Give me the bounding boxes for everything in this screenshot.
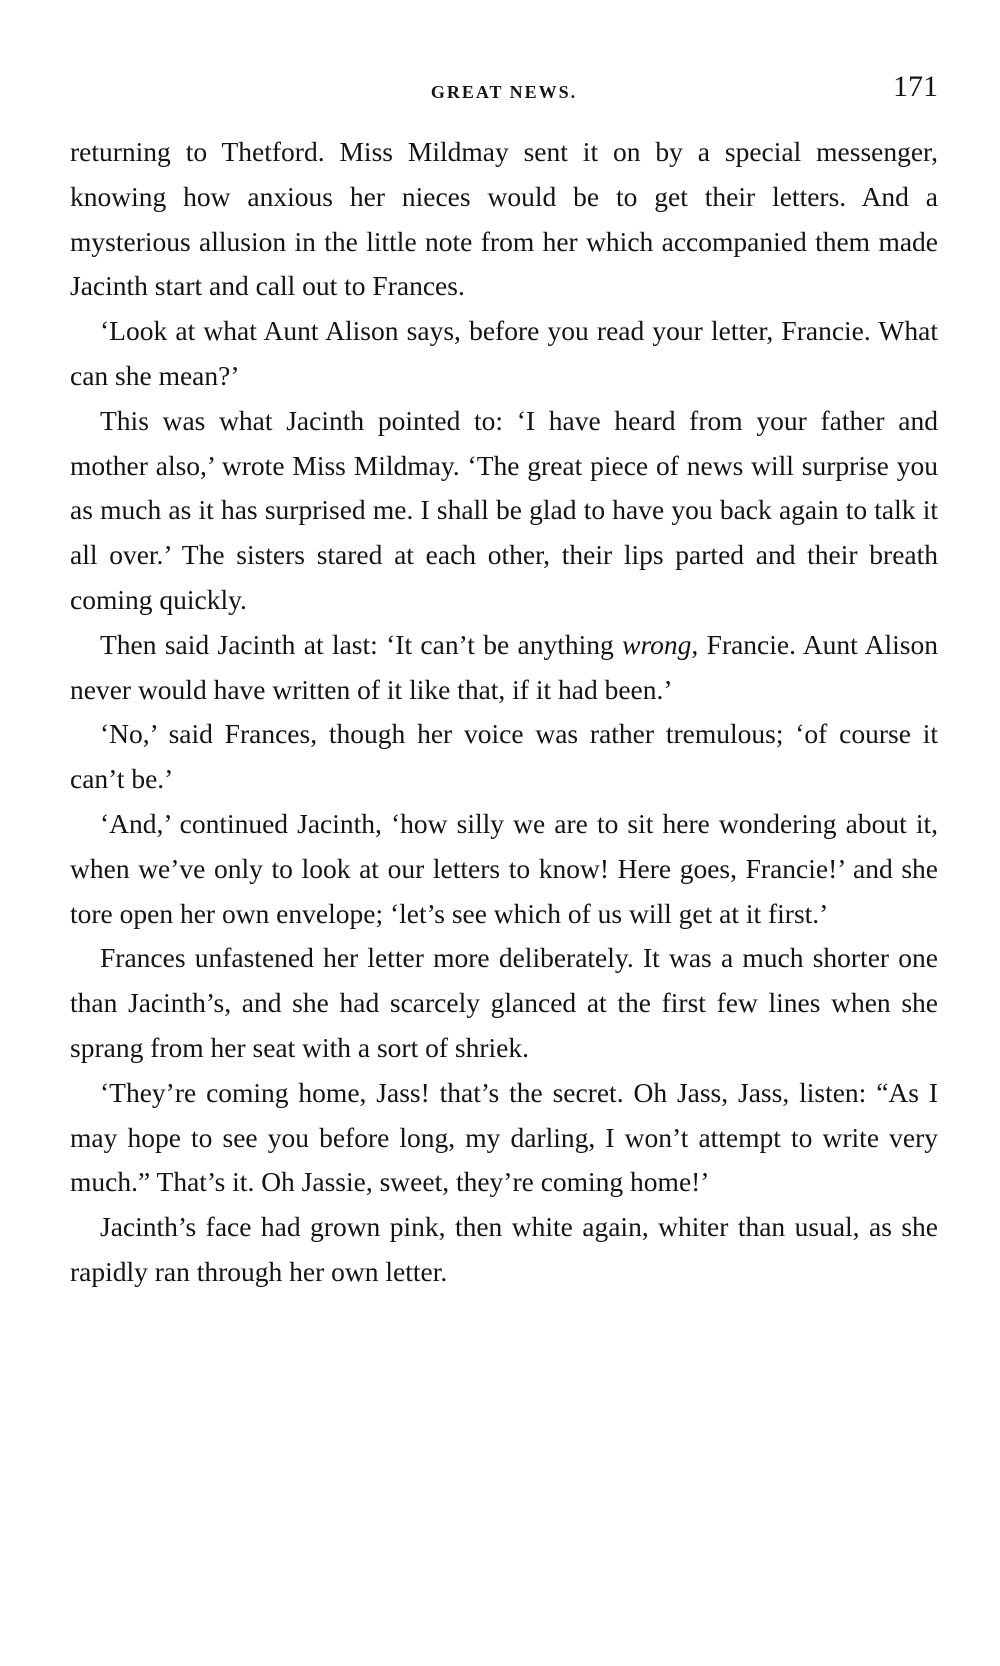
running-title: GREAT NEWS. [430,82,578,102]
page-number: 171 [893,70,938,103]
paragraph-4 [70,623,938,713]
paragraph-2: ‘Look at what Aunt Alison says, before you read your letter, Francie. What can she mean?’ [70,315,938,391]
paragraph-7: Frances unfastened her letter more deliberately. It was a much shorter one than Jacinth’s, and she had scarcely glanced at the first few lines when she sprang from her seat with a sort of shriek. [70,942,938,1063]
paragraph-5: ‘No,’ said Frances, though her voice was rather tremulous; ‘of course it can’t be.’ [70,718,938,795]
paragraph-4-tail: Francie. Aunt Alison never would have written of it like that, if it had been.’ [70,628,938,705]
paragraph-4-lead: Then said Jacinth at last: ‘It can’t be anything [100,628,623,660]
paragraph-9: Jacinth’s face had grown pink, then white again, whiter than usual, as she rapidly ran through her own letter. [70,1211,938,1287]
paragraph-3: This was what Jacinth pointed to: ‘I have heard from your father and mother also,’ wrote Miss Mildmay. ‘The great piece of news will surprise you as much as it has surprised me. I shall be glad to have you back again to talk it all over.’ The sisters stared at each other, their lips parted and their breath coming quickly. [70,404,938,615]
emphasized-word: wrong, [622,628,699,660]
paragraph-8: ‘They’re coming home, Jass! that’s the secret. Oh Jass, Jass, listen: “As I may hope to see you before long, my darling, I won’t attempt to write very much.” That’s it. Oh Jassie, sweet, they’re coming home!’ [70,1076,938,1198]
paragraph-6: ‘And,’ continued Jacinth, ‘how silly we are to sit here wondering about it, when we’ve only to look at our letters to know! Here goes, Francie!’ and she tore open her own envelope; ‘let’s see which of us will get at it first.’ [70,807,938,929]
body-text [70,130,938,1295]
running-header [70,70,938,110]
paragraph-1: returning to Thetford. Miss Mildmay sent it on by a special messenger, knowing how anxious her nieces would be to get their letters. And a mysterious allusion in the little note from her which accompanied them made Jacinth start and call out to Frances. [70,136,938,302]
